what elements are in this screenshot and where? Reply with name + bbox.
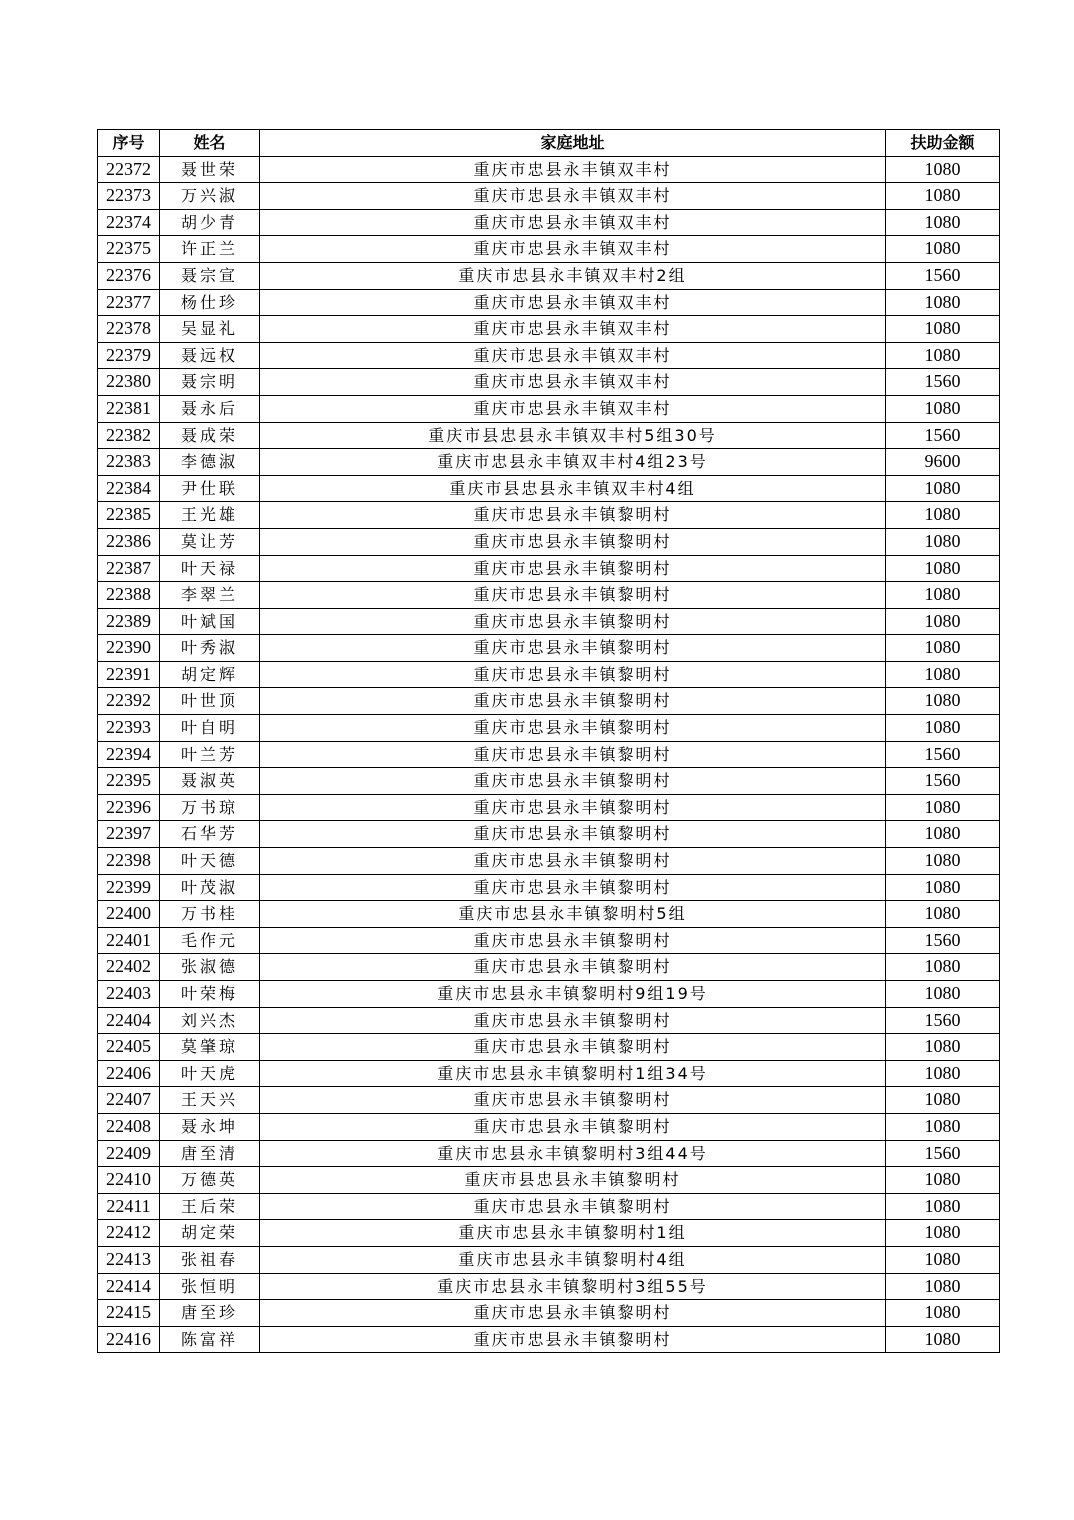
name-cell: 叶茂淑 xyxy=(160,874,260,901)
name-cell: 李翠兰 xyxy=(160,582,260,609)
address-cell: 重庆市忠县永丰镇黎明村 xyxy=(260,1193,886,1220)
table-row xyxy=(98,555,1000,582)
table-row xyxy=(98,608,1000,635)
serial-cell: 22391 xyxy=(98,661,160,688)
table-row xyxy=(98,1246,1000,1273)
address-cell: 重庆市忠县永丰镇黎明村 xyxy=(260,502,886,529)
address-cell: 重庆市忠县永丰镇双丰村4组23号 xyxy=(260,449,886,476)
amount-cell: 1080 xyxy=(886,1167,1000,1194)
serial-cell: 22408 xyxy=(98,1113,160,1140)
table-row xyxy=(98,582,1000,609)
serial-cell: 22382 xyxy=(98,422,160,449)
name-cell: 胡定荣 xyxy=(160,1220,260,1247)
serial-cell: 22386 xyxy=(98,528,160,555)
header-serial: 序号 xyxy=(98,130,160,157)
table-row xyxy=(98,1326,1000,1353)
address-cell: 重庆市忠县永丰镇黎明村 xyxy=(260,1034,886,1061)
amount-cell: 9600 xyxy=(886,449,1000,476)
serial-cell: 22403 xyxy=(98,981,160,1008)
table-row xyxy=(98,1113,1000,1140)
amount-cell: 1080 xyxy=(886,183,1000,210)
amount-cell: 1080 xyxy=(886,395,1000,422)
amount-cell: 1080 xyxy=(886,236,1000,263)
address-cell: 重庆市忠县永丰镇黎明村 xyxy=(260,848,886,875)
table-row xyxy=(98,768,1000,795)
table-row xyxy=(98,475,1000,502)
serial-cell: 22388 xyxy=(98,582,160,609)
name-cell: 毛作元 xyxy=(160,927,260,954)
serial-cell: 22398 xyxy=(98,848,160,875)
address-cell: 重庆市忠县永丰镇黎明村 xyxy=(260,768,886,795)
table-row xyxy=(98,236,1000,263)
name-cell: 万书琼 xyxy=(160,794,260,821)
name-cell: 叶荣梅 xyxy=(160,981,260,1008)
name-cell: 胡定辉 xyxy=(160,661,260,688)
name-cell: 许正兰 xyxy=(160,236,260,263)
table-row xyxy=(98,1140,1000,1167)
amount-cell: 1560 xyxy=(886,741,1000,768)
serial-cell: 22401 xyxy=(98,927,160,954)
amount-cell: 1560 xyxy=(886,369,1000,396)
table-row xyxy=(98,502,1000,529)
amount-cell: 1560 xyxy=(886,422,1000,449)
name-cell: 张恒明 xyxy=(160,1273,260,1300)
address-cell: 重庆市忠县永丰镇黎明村 xyxy=(260,1326,886,1353)
table-row xyxy=(98,449,1000,476)
table-row xyxy=(98,316,1000,343)
address-cell: 重庆市忠县永丰镇黎明村 xyxy=(260,661,886,688)
amount-cell: 1080 xyxy=(886,715,1000,742)
amount-cell: 1080 xyxy=(886,1060,1000,1087)
name-cell: 叶世顶 xyxy=(160,688,260,715)
name-cell: 叶秀淑 xyxy=(160,635,260,662)
address-cell: 重庆市忠县永丰镇黎明村 xyxy=(260,954,886,981)
name-cell: 吴显礼 xyxy=(160,316,260,343)
address-cell: 重庆市忠县永丰镇双丰村 xyxy=(260,156,886,183)
address-cell: 重庆市忠县永丰镇黎明村 xyxy=(260,635,886,662)
serial-cell: 22376 xyxy=(98,262,160,289)
amount-cell: 1080 xyxy=(886,608,1000,635)
amount-cell: 1080 xyxy=(886,794,1000,821)
name-cell: 王后荣 xyxy=(160,1193,260,1220)
serial-cell: 22397 xyxy=(98,821,160,848)
serial-cell: 22406 xyxy=(98,1060,160,1087)
table-row xyxy=(98,1034,1000,1061)
table-row xyxy=(98,422,1000,449)
serial-cell: 22383 xyxy=(98,449,160,476)
name-cell: 莫肇琼 xyxy=(160,1034,260,1061)
amount-cell: 1080 xyxy=(886,342,1000,369)
address-cell: 重庆市忠县永丰镇双丰村 xyxy=(260,183,886,210)
table-row xyxy=(98,369,1000,396)
amount-cell: 1560 xyxy=(886,1140,1000,1167)
table-row xyxy=(98,661,1000,688)
header-address: 家庭地址 xyxy=(260,130,886,157)
address-cell: 重庆市忠县永丰镇黎明村1组 xyxy=(260,1220,886,1247)
address-cell: 重庆市忠县永丰镇双丰村 xyxy=(260,236,886,263)
name-cell: 聂世荣 xyxy=(160,156,260,183)
table-row xyxy=(98,1273,1000,1300)
table-body xyxy=(98,156,1000,1353)
table-row xyxy=(98,981,1000,1008)
address-cell: 重庆市忠县永丰镇双丰村2组 xyxy=(260,262,886,289)
table-row xyxy=(98,635,1000,662)
name-cell: 胡少青 xyxy=(160,209,260,236)
address-cell: 重庆市县忠县永丰镇双丰村5组30号 xyxy=(260,422,886,449)
serial-cell: 22392 xyxy=(98,688,160,715)
amount-cell: 1080 xyxy=(886,874,1000,901)
amount-cell: 1080 xyxy=(886,1193,1000,1220)
address-cell: 重庆市忠县永丰镇黎明村 xyxy=(260,794,886,821)
name-cell: 尹仕联 xyxy=(160,475,260,502)
serial-cell: 22381 xyxy=(98,395,160,422)
address-cell: 重庆市忠县永丰镇黎明村 xyxy=(260,821,886,848)
amount-cell: 1080 xyxy=(886,502,1000,529)
table-row xyxy=(98,528,1000,555)
address-cell: 重庆市忠县永丰镇黎明村5组 xyxy=(260,901,886,928)
name-cell: 叶兰芳 xyxy=(160,741,260,768)
table-row xyxy=(98,927,1000,954)
serial-cell: 22389 xyxy=(98,608,160,635)
name-cell: 王光雄 xyxy=(160,502,260,529)
amount-cell: 1080 xyxy=(886,954,1000,981)
name-cell: 张祖春 xyxy=(160,1246,260,1273)
serial-cell: 22415 xyxy=(98,1300,160,1327)
amount-cell: 1560 xyxy=(886,768,1000,795)
amount-cell: 1080 xyxy=(886,156,1000,183)
name-cell: 叶自明 xyxy=(160,715,260,742)
serial-cell: 22409 xyxy=(98,1140,160,1167)
address-cell: 重庆市忠县永丰镇黎明村 xyxy=(260,874,886,901)
amount-cell: 1080 xyxy=(886,688,1000,715)
serial-cell: 22373 xyxy=(98,183,160,210)
amount-cell: 1080 xyxy=(886,1034,1000,1061)
table-row xyxy=(98,156,1000,183)
address-cell: 重庆市忠县永丰镇黎明村 xyxy=(260,927,886,954)
name-cell: 李德淑 xyxy=(160,449,260,476)
amount-cell: 1080 xyxy=(886,1246,1000,1273)
serial-cell: 22412 xyxy=(98,1220,160,1247)
serial-cell: 22402 xyxy=(98,954,160,981)
serial-cell: 22374 xyxy=(98,209,160,236)
table-row xyxy=(98,954,1000,981)
serial-cell: 22416 xyxy=(98,1326,160,1353)
name-cell: 叶斌国 xyxy=(160,608,260,635)
table-row xyxy=(98,688,1000,715)
address-cell: 重庆市忠县永丰镇黎明村 xyxy=(260,555,886,582)
amount-cell: 1080 xyxy=(886,582,1000,609)
table-row xyxy=(98,209,1000,236)
table-row xyxy=(98,1087,1000,1114)
name-cell: 石华芳 xyxy=(160,821,260,848)
table-row xyxy=(98,1167,1000,1194)
amount-cell: 1080 xyxy=(886,1300,1000,1327)
address-cell: 重庆市忠县永丰镇黎明村 xyxy=(260,688,886,715)
serial-cell: 22375 xyxy=(98,236,160,263)
address-cell: 重庆市忠县永丰镇双丰村 xyxy=(260,369,886,396)
amount-cell: 1080 xyxy=(886,635,1000,662)
name-cell: 莫让芳 xyxy=(160,528,260,555)
amount-cell: 1080 xyxy=(886,209,1000,236)
address-cell: 重庆市忠县永丰镇双丰村 xyxy=(260,395,886,422)
address-cell: 重庆市忠县永丰镇黎明村 xyxy=(260,741,886,768)
table-row xyxy=(98,289,1000,316)
amount-cell: 1080 xyxy=(886,1273,1000,1300)
amount-cell: 1560 xyxy=(886,927,1000,954)
table-row xyxy=(98,395,1000,422)
name-cell: 张淑德 xyxy=(160,954,260,981)
address-cell: 重庆市忠县永丰镇双丰村 xyxy=(260,316,886,343)
serial-cell: 22384 xyxy=(98,475,160,502)
header-name: 姓名 xyxy=(160,130,260,157)
address-cell: 重庆市忠县永丰镇黎明村 xyxy=(260,1007,886,1034)
amount-cell: 1080 xyxy=(886,1326,1000,1353)
address-cell: 重庆市忠县永丰镇黎明村 xyxy=(260,608,886,635)
serial-cell: 22396 xyxy=(98,794,160,821)
table-row xyxy=(98,342,1000,369)
address-cell: 重庆市忠县永丰镇黎明村4组 xyxy=(260,1246,886,1273)
name-cell: 唐至清 xyxy=(160,1140,260,1167)
serial-cell: 22405 xyxy=(98,1034,160,1061)
amount-cell: 1080 xyxy=(886,661,1000,688)
name-cell: 万书桂 xyxy=(160,901,260,928)
table-row xyxy=(98,183,1000,210)
assistance-table xyxy=(97,129,1000,1353)
name-cell: 陈富祥 xyxy=(160,1326,260,1353)
serial-cell: 22404 xyxy=(98,1007,160,1034)
name-cell: 聂宗宣 xyxy=(160,262,260,289)
amount-cell: 1560 xyxy=(886,1007,1000,1034)
name-cell: 聂淑英 xyxy=(160,768,260,795)
name-cell: 叶天德 xyxy=(160,848,260,875)
table-row xyxy=(98,901,1000,928)
address-cell: 重庆市忠县永丰镇黎明村 xyxy=(260,1113,886,1140)
serial-cell: 22414 xyxy=(98,1273,160,1300)
serial-cell: 22378 xyxy=(98,316,160,343)
name-cell: 杨仕珍 xyxy=(160,289,260,316)
name-cell: 叶天虎 xyxy=(160,1060,260,1087)
address-cell: 重庆市忠县永丰镇双丰村 xyxy=(260,289,886,316)
serial-cell: 22410 xyxy=(98,1167,160,1194)
amount-cell: 1080 xyxy=(886,528,1000,555)
amount-cell: 1080 xyxy=(886,1220,1000,1247)
serial-cell: 22393 xyxy=(98,715,160,742)
table-row xyxy=(98,715,1000,742)
address-cell: 重庆市忠县永丰镇双丰村 xyxy=(260,342,886,369)
address-cell: 重庆市忠县永丰镇黎明村3组55号 xyxy=(260,1273,886,1300)
name-cell: 聂成荣 xyxy=(160,422,260,449)
serial-cell: 22413 xyxy=(98,1246,160,1273)
serial-cell: 22380 xyxy=(98,369,160,396)
table-row xyxy=(98,741,1000,768)
serial-cell: 22390 xyxy=(98,635,160,662)
amount-cell: 1080 xyxy=(886,316,1000,343)
name-cell: 叶天禄 xyxy=(160,555,260,582)
address-cell: 重庆市忠县永丰镇双丰村 xyxy=(260,209,886,236)
address-cell: 重庆市忠县永丰镇黎明村 xyxy=(260,1087,886,1114)
serial-cell: 22411 xyxy=(98,1193,160,1220)
table-row xyxy=(98,1193,1000,1220)
table-row xyxy=(98,1007,1000,1034)
address-cell: 重庆市县忠县永丰镇黎明村 xyxy=(260,1167,886,1194)
amount-cell: 1080 xyxy=(886,901,1000,928)
serial-cell: 22400 xyxy=(98,901,160,928)
amount-cell: 1080 xyxy=(886,289,1000,316)
address-cell: 重庆市忠县永丰镇黎明村9组19号 xyxy=(260,981,886,1008)
serial-cell: 22379 xyxy=(98,342,160,369)
address-cell: 重庆市忠县永丰镇黎明村 xyxy=(260,528,886,555)
address-cell: 重庆市忠县永丰镇黎明村 xyxy=(260,582,886,609)
address-cell: 重庆市忠县永丰镇黎明村 xyxy=(260,1300,886,1327)
serial-cell: 22407 xyxy=(98,1087,160,1114)
serial-cell: 22395 xyxy=(98,768,160,795)
name-cell: 聂永后 xyxy=(160,395,260,422)
address-cell: 重庆市县忠县永丰镇双丰村4组 xyxy=(260,475,886,502)
amount-cell: 1080 xyxy=(886,1087,1000,1114)
serial-cell: 22387 xyxy=(98,555,160,582)
serial-cell: 22377 xyxy=(98,289,160,316)
name-cell: 聂宗明 xyxy=(160,369,260,396)
amount-cell: 1560 xyxy=(886,262,1000,289)
table-row xyxy=(98,262,1000,289)
name-cell: 唐至珍 xyxy=(160,1300,260,1327)
amount-cell: 1080 xyxy=(886,848,1000,875)
address-cell: 重庆市忠县永丰镇黎明村1组34号 xyxy=(260,1060,886,1087)
serial-cell: 22399 xyxy=(98,874,160,901)
name-cell: 万德英 xyxy=(160,1167,260,1194)
serial-cell: 22394 xyxy=(98,741,160,768)
name-cell: 万兴淑 xyxy=(160,183,260,210)
table-row xyxy=(98,1060,1000,1087)
table-row xyxy=(98,848,1000,875)
address-cell: 重庆市忠县永丰镇黎明村 xyxy=(260,715,886,742)
address-cell: 重庆市忠县永丰镇黎明村3组44号 xyxy=(260,1140,886,1167)
amount-cell: 1080 xyxy=(886,981,1000,1008)
header-row xyxy=(98,130,1000,157)
amount-cell: 1080 xyxy=(886,475,1000,502)
header-amount: 扶助金额 xyxy=(886,130,1000,157)
amount-cell: 1080 xyxy=(886,555,1000,582)
table-row xyxy=(98,794,1000,821)
table-row xyxy=(98,874,1000,901)
name-cell: 聂永坤 xyxy=(160,1113,260,1140)
name-cell: 王天兴 xyxy=(160,1087,260,1114)
table-row xyxy=(98,1300,1000,1327)
serial-cell: 22372 xyxy=(98,156,160,183)
amount-cell: 1080 xyxy=(886,1113,1000,1140)
name-cell: 刘兴杰 xyxy=(160,1007,260,1034)
name-cell: 聂远权 xyxy=(160,342,260,369)
table-row xyxy=(98,821,1000,848)
amount-cell: 1080 xyxy=(886,821,1000,848)
table-row xyxy=(98,1220,1000,1247)
serial-cell: 22385 xyxy=(98,502,160,529)
